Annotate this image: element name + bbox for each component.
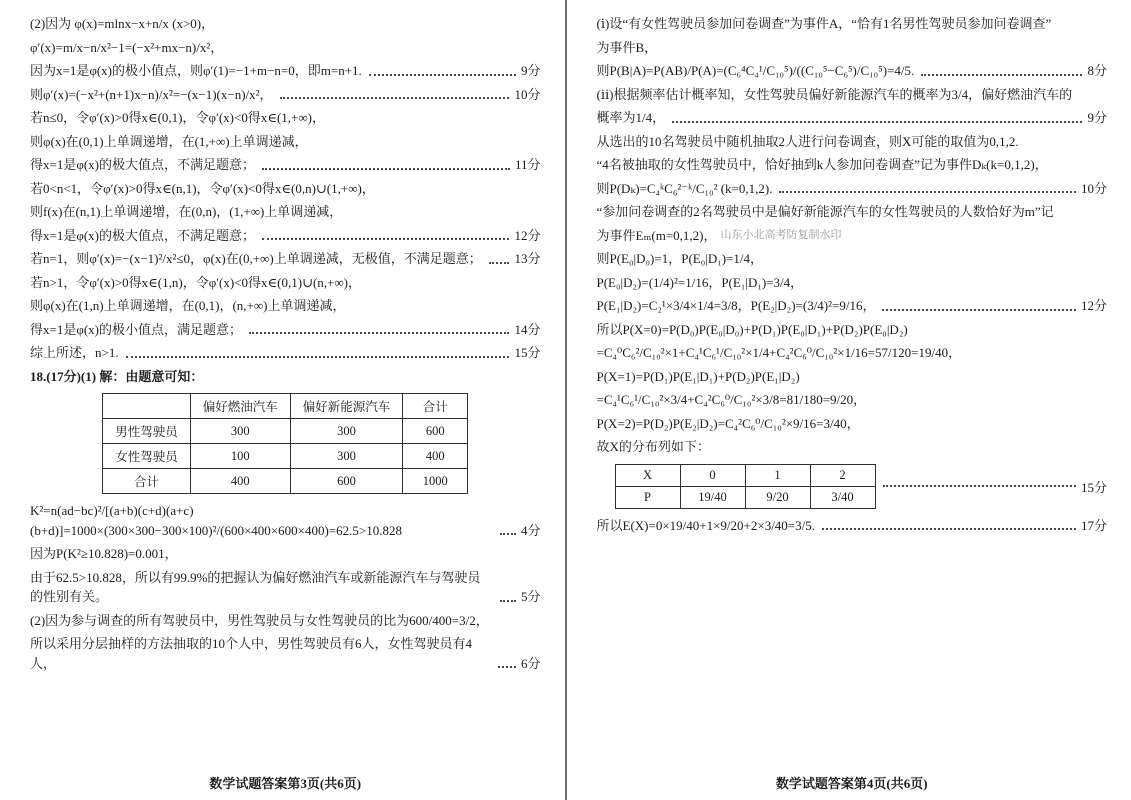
score-label: 8分 (1087, 63, 1107, 78)
dotted-leader (249, 332, 509, 334)
line-text: 因为P(K²≥10.828)=0.001， (30, 546, 178, 561)
line-text: 则P(B|A)=P(AB)/P(A)=(C₆⁴C₄¹/C₁₀⁵)/((C₁₀⁵−C₆⁵)/C₁₀⁵)=4/5. (596, 63, 915, 78)
text-line (597, 271, 1108, 295)
table-row (615, 464, 875, 486)
line-text: φ′(x)=m/x−n/x²−1=(−x²+mx−n)/x²， (30, 39, 224, 55)
score-label: 4分 (520, 522, 541, 538)
text-line (30, 341, 541, 365)
text-line (30, 59, 541, 83)
line-text: (ⅰ)设“有女性驾驶员参加问卷调查”为事件A，“恰有1名男性驾驶员参加问卷调查” (596, 16, 1052, 31)
dotted-leader (500, 533, 516, 535)
line-text: 所以P(X=0)=P(D₀)P(E₀|D₀)+P(D₁)P(E₀|D₁)+P(D₂)P(E₀|D₂) (596, 321, 908, 337)
dotted-leader (280, 97, 510, 99)
score-label: 10分 (1080, 180, 1107, 196)
table-cell: 600 (290, 469, 403, 494)
text-line (597, 514, 1108, 538)
text-line (597, 294, 1108, 318)
line-text: 若0<n<1，令φ′(x)>0得x∈(n,1)，令φ′(x)<0得x∈(0,n)∪(1,+∞)， (30, 180, 375, 196)
table-row (103, 444, 468, 469)
line-text: (ⅱ)根据频率估计概率知，女性驾驶员偏好新能源汽车的概率为3/4，偏好燃油汽车的 (596, 86, 1073, 102)
line-text: 则P(Dₖ)=C₄ᵏC₆²⁻ᵏ/C₁₀² (k=0,1,2). (596, 180, 773, 196)
text-line (597, 106, 1108, 130)
line-text: 概率为1/4， (596, 110, 666, 125)
score-label: 11分 (514, 157, 541, 172)
text-line (30, 153, 541, 177)
line-text: 若n>1，令φ′(x)>0得x∈(1,n)，令φ′(x)<0得x∈(0,1)∪(n,+∞)， (30, 274, 361, 290)
table-block (30, 393, 541, 494)
dotted-leader (262, 168, 510, 170)
line-text: “参加问卷调查的2名驾驶员中是偏好新能源汽车的女性驾驶员的人数恰好为m”记 (596, 204, 1054, 219)
text-line (30, 365, 541, 389)
score-label: 12分 (1080, 298, 1107, 313)
table-cell: 2 (810, 464, 875, 486)
score-label: 12分 (514, 227, 541, 243)
table-block (597, 464, 1108, 509)
table-cell: 1000 (403, 469, 468, 494)
data-table (102, 393, 468, 494)
table-cell (103, 394, 191, 419)
line-text: 则P(E₀|D₀)=1，P(E₀|D₁)=1/4， (596, 251, 764, 266)
text-line (30, 36, 541, 60)
dotted-leader (500, 600, 516, 602)
dotted-leader (883, 485, 1076, 487)
table-cell: 600 (403, 419, 468, 444)
line-text: 得x=1是φ(x)的极大值点，不满足题意； (30, 227, 255, 243)
table-cell: 19/40 (680, 486, 745, 508)
line-text: P(E₀|D₂)=(1/4)²=1/16，P(E₁|D₁)=3/4， (596, 274, 804, 290)
table-cell: 偏好燃油汽车 (190, 394, 290, 419)
line-text: 从选出的10名驾驶员中随机抽取2人进行问卷调查，则X可能的取值为0,1,2. (596, 133, 1019, 149)
table-cell: 100 (190, 444, 290, 469)
line-text: P(X=1)=P(D₁)P(E₁|D₁)+P(D₂)P(E₁|D₂) (596, 368, 800, 384)
table-cell: 男性驾驶员 (103, 419, 191, 444)
text-line (30, 632, 541, 675)
text-line (30, 177, 541, 201)
line-text: P(E₁|D₂)=C₂¹×3/4×1/4=3/8，P(E₂|D₂)=(3/4)²=9/16， (596, 298, 876, 313)
table-cell: 3/40 (810, 486, 875, 508)
line-text: 则φ(x)在(1,n)上单调递增，在(0,1)，(n,+∞)上单调递减， (30, 298, 346, 313)
line-text: 18.(17分)(1) 解：由题意可知： (30, 368, 204, 384)
text-line (597, 177, 1108, 201)
text-line (597, 388, 1108, 412)
score-label: 10分 (514, 86, 541, 102)
page-4-content (597, 12, 1108, 765)
text-line (597, 412, 1108, 436)
score-label: 6分 (520, 655, 541, 671)
text-line (30, 224, 541, 248)
line-text: 故X的分布列如下： (596, 439, 710, 454)
table-cell: 0 (680, 464, 745, 486)
score-label: 9分 (1087, 110, 1107, 125)
text-line (30, 499, 541, 542)
line-text: 则φ′(x)=(−x²+(n+1)x−n)/x²=−(x−1)(x−n)/x²， (30, 86, 273, 102)
table-cell: 1 (745, 464, 810, 486)
line-text: 则φ(x)在(0,1)上单调递增，在(1,+∞)上单调递减， (30, 133, 308, 149)
table-cell: 合计 (403, 394, 468, 419)
text-line (597, 200, 1108, 224)
dotted-leader (489, 262, 510, 264)
score-label: 13分 (514, 251, 541, 266)
page-4 (567, 0, 1131, 800)
table-row (103, 419, 468, 444)
text-line (597, 318, 1108, 342)
line-text: 由于62.5>10.828，所以有99.9%的把握认为偏好燃油汽车或新能源汽车与驾驶员的性别有关。 (30, 569, 481, 604)
line-text: (2)因为 φ(x)=mlnx−x+n/x (x>0)， (30, 16, 215, 31)
dotted-leader (921, 74, 1082, 76)
text-line (30, 294, 541, 318)
dotted-leader (369, 74, 516, 76)
watermark-text: 山东小北高考防复制水印 (720, 229, 842, 241)
line-text: 综上所述，n>1. (30, 345, 119, 360)
line-text: 若n≤0，令φ′(x)>0得x∈(0,1)，令φ′(x)<0得x∈(1,+∞)， (30, 110, 325, 125)
text-line (30, 106, 541, 130)
text-line (30, 318, 541, 342)
text-line (30, 566, 541, 609)
line-text: =C₄⁰C₆²/C₁₀²×1+C₄¹C₆¹/C₁₀²×1/4+C₄²C₆⁰/C₁₀²×1/16=57/120=19/40， (596, 345, 962, 360)
line-text: 若n=1，则φ′(x)=−(x−1)²/x²≤0，φ(x)在(0,+∞)上单调递减，无极值，不满足题意； (30, 251, 482, 266)
score-label: 15分 (514, 345, 541, 360)
text-line (597, 247, 1108, 271)
line-text: (2)因为参与调查的所有驾驶员中，男性驾驶员与女性驾驶员的比为600/400=3/2， (30, 612, 489, 628)
score-label: 15分 (1080, 479, 1107, 495)
dotted-leader (126, 356, 510, 358)
table-cell: 300 (290, 419, 403, 444)
table-cell: P (615, 486, 680, 508)
page-4-footer: 数学试题答案第4页(共6页) (775, 776, 928, 791)
table-row (615, 486, 875, 508)
text-line (597, 341, 1108, 365)
table-row (103, 469, 468, 494)
score-label: 17分 (1080, 517, 1107, 533)
text-line (30, 542, 541, 566)
text-line (30, 200, 541, 224)
text-line (597, 59, 1108, 83)
line-text: 所以采用分层抽样的方法抽取的10个人中，男性驾驶员有6人，女性驾驶员有4人， (30, 636, 473, 671)
dotted-leader (882, 309, 1076, 311)
line-text: K²=n(ad−bc)²/[(a+b)(c+d)(a+c)(b+d)]=1000×(300×300−300×100)²/(600×400×600×400)=62.5>10.828 (30, 503, 402, 538)
line-text: 所以E(X)=0×19/40+1×9/20+2×3/40=3/5. (596, 517, 816, 533)
text-line (30, 83, 541, 107)
text-line (597, 224, 1108, 248)
text-line (597, 83, 1108, 107)
table-cell: 偏好新能源汽车 (290, 394, 403, 419)
text-line (30, 271, 541, 295)
text-line (30, 609, 541, 633)
line-text: 则f(x)在(n,1)上单调递增，在(0,n)，(1,+∞)上单调递减， (30, 204, 343, 219)
line-text: “4名被抽取的女性驾驶员中，恰好抽到k人参加问卷调查”记为事件Dₖ(k=0,1,2)， (596, 157, 1048, 172)
text-line (597, 36, 1108, 60)
table-cell: 女性驾驶员 (103, 444, 191, 469)
table-cell: 400 (403, 444, 468, 469)
text-line (30, 130, 541, 154)
line-text: 因为x=1是φ(x)的极小值点，则φ′(1)=−1+m−n=0，即m=n+1. (30, 63, 362, 78)
text-line (597, 12, 1108, 36)
table-cell: X (615, 464, 680, 486)
table-cell: 400 (190, 469, 290, 494)
text-line (30, 12, 541, 36)
line-text: 为事件B， (596, 39, 658, 55)
text-line (30, 247, 541, 271)
line-text: 得x=1是φ(x)的极大值点，不满足题意； (30, 157, 255, 172)
dotted-leader (262, 238, 509, 240)
data-table (615, 464, 876, 509)
score-label: 5分 (520, 589, 541, 604)
table-cell: 300 (290, 444, 403, 469)
table-cell: 9/20 (745, 486, 810, 508)
page-3 (0, 0, 565, 800)
line-text: =C₄¹C₆¹/C₁₀²×3/4+C₄²C₆⁰/C₁₀²×3/8=81/180=9/20， (596, 392, 867, 407)
dotted-leader (498, 666, 516, 668)
table-cell: 合计 (103, 469, 191, 494)
table-row (103, 394, 468, 419)
page-3-content (30, 12, 541, 765)
dotted-leader (822, 528, 1076, 530)
page-3-footer: 数学试题答案第3页(共6页) (209, 776, 362, 791)
table-cell: 300 (190, 419, 290, 444)
text-line (597, 435, 1108, 459)
line-text: P(X=2)=P(D₂)P(E₂|D₂)=C₄²C₆⁰/C₁₀²×9/16=3/40， (596, 415, 860, 431)
dotted-leader (779, 191, 1076, 193)
text-line (597, 153, 1108, 177)
line-text: 得x=1是φ(x)的极小值点，满足题意； (30, 321, 242, 337)
line-text: 为事件Eₘ(m=0,1,2)， (596, 227, 717, 243)
dotted-leader (672, 121, 1082, 123)
text-line (597, 365, 1108, 389)
score-label: 9分 (520, 63, 541, 78)
text-line (597, 130, 1108, 154)
score-label: 14分 (514, 321, 541, 337)
